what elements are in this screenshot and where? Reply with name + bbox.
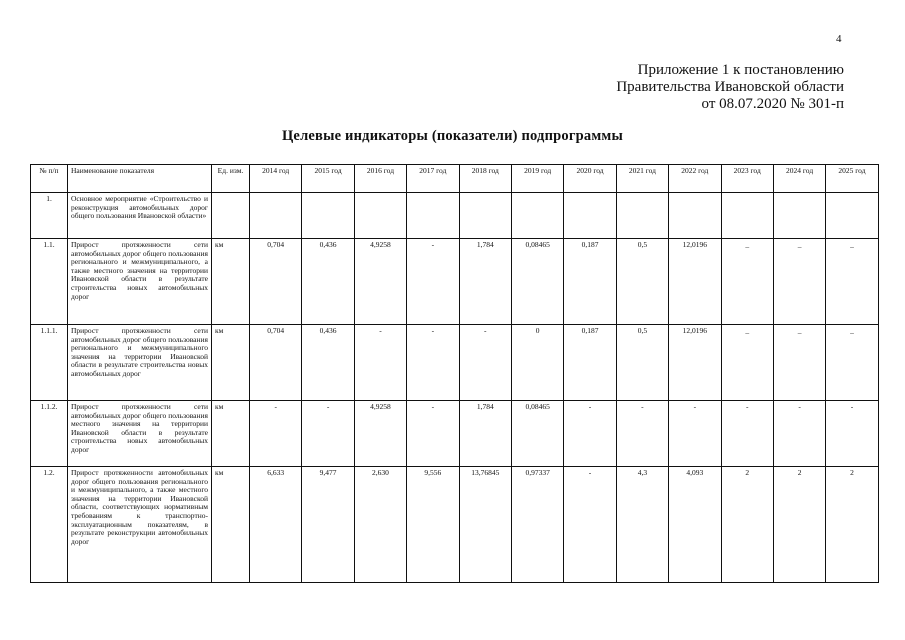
value-cell: _ <box>721 239 773 325</box>
header-year: 2020 год <box>564 165 616 193</box>
value-cell <box>302 193 354 239</box>
value-cell: 0,187 <box>564 239 616 325</box>
appendix-line-1: Приложение 1 к постановлению <box>637 62 844 78</box>
value-cell <box>826 193 878 239</box>
unit-cell: км <box>212 467 250 583</box>
value-cell: - <box>407 239 459 325</box>
value-cell: 0,704 <box>250 239 302 325</box>
value-cell: _ <box>773 239 825 325</box>
value-cell: - <box>564 401 616 467</box>
value-cell: - <box>407 325 459 401</box>
header-name: Наименование показателя <box>68 165 212 193</box>
value-cell: 0,436 <box>302 239 354 325</box>
value-cell: 12,0196 <box>669 325 721 401</box>
value-cell: 13,76845 <box>459 467 511 583</box>
row-number: 1.1.2. <box>31 401 68 467</box>
value-cell: 4,9258 <box>354 401 406 467</box>
header-year: 2017 год <box>407 165 459 193</box>
value-cell <box>773 193 825 239</box>
header-year: 2014 год <box>250 165 302 193</box>
value-cell: 0,704 <box>250 325 302 401</box>
value-cell: 12,0196 <box>669 239 721 325</box>
table-row <box>31 467 879 583</box>
value-cell: - <box>669 401 721 467</box>
header-year: 2022 год <box>669 165 721 193</box>
value-cell: 0,5 <box>616 325 668 401</box>
unit-cell: км <box>212 325 250 401</box>
appendix-note <box>616 62 844 113</box>
value-cell: - <box>250 401 302 467</box>
header-year: 2015 год <box>302 165 354 193</box>
value-cell: 4,9258 <box>354 239 406 325</box>
table-row <box>31 193 879 239</box>
header-num: № п/п <box>31 165 68 193</box>
value-cell: 2 <box>826 467 878 583</box>
value-cell: 1,784 <box>459 401 511 467</box>
value-cell <box>459 193 511 239</box>
value-cell <box>669 193 721 239</box>
value-cell <box>407 193 459 239</box>
value-cell: - <box>354 325 406 401</box>
unit-cell <box>212 193 250 239</box>
value-cell: 0,97337 <box>511 467 563 583</box>
value-cell: 4,093 <box>669 467 721 583</box>
value-cell: 6,633 <box>250 467 302 583</box>
row-number: 1.1. <box>31 239 68 325</box>
value-cell <box>564 193 616 239</box>
value-cell: _ <box>773 325 825 401</box>
indicator-name: Прирост протяженности сети автомобильных дорог общего пользования местного значения на территории Ивановской области в результате строительства новых автомобильных дорог <box>68 401 212 467</box>
header-year: 2021 год <box>616 165 668 193</box>
page-number: 4 <box>836 33 842 45</box>
document-title: Целевые индикаторы (показатели) подпрограммы <box>281 128 624 144</box>
value-cell <box>250 193 302 239</box>
row-number: 1.1.1. <box>31 325 68 401</box>
value-cell: - <box>407 401 459 467</box>
header-year: 2016 год <box>354 165 406 193</box>
header-unit: Ед. изм. <box>212 165 250 193</box>
value-cell: 0 <box>511 325 563 401</box>
value-cell: 2 <box>721 467 773 583</box>
value-cell: - <box>826 401 878 467</box>
row-number: 1.2. <box>31 467 68 583</box>
table-row <box>31 401 879 467</box>
value-cell: - <box>459 325 511 401</box>
value-cell: _ <box>826 325 878 401</box>
appendix-line-2: Правительства Ивановской области <box>616 79 844 95</box>
header-year: 2019 год <box>511 165 563 193</box>
value-cell: 0,5 <box>616 239 668 325</box>
value-cell: 4,3 <box>616 467 668 583</box>
table-row <box>31 325 879 401</box>
indicator-name: Основное мероприятие «Строительство и реконструкция автомобильных дорог общего пользования Ивановской области» <box>68 193 212 239</box>
value-cell <box>354 193 406 239</box>
header-year: 2018 год <box>459 165 511 193</box>
value-cell: - <box>302 401 354 467</box>
value-cell <box>616 193 668 239</box>
value-cell <box>721 193 773 239</box>
value-cell: - <box>616 401 668 467</box>
table-header-row <box>31 165 879 193</box>
value-cell: 0,436 <box>302 325 354 401</box>
indicator-name: Прирост протяженности сети автомобильных дорог общего пользования регионального и межмуниципального значения на территории Ивановской области в результате строительства новых автомобильных дорог <box>68 325 212 401</box>
row-number: 1. <box>31 193 68 239</box>
value-cell: 1,784 <box>459 239 511 325</box>
value-cell: 0,187 <box>564 325 616 401</box>
header-year: 2023 год <box>721 165 773 193</box>
value-cell: 9,556 <box>407 467 459 583</box>
value-cell: 9,477 <box>302 467 354 583</box>
value-cell: 0,08465 <box>511 239 563 325</box>
header-year: 2024 год <box>773 165 825 193</box>
indicator-name: Прирост протяженности сети автомобильных дорог общего пользования регионального и межмуниципального, а также местного значения на территории Ивановской области в результате строительства новых автомобильных дорог <box>68 239 212 325</box>
value-cell: - <box>773 401 825 467</box>
indicator-name: Прирост протяженности автомобильных дорог общего пользования регионального и межмуниципального, а также местного значения на территории Ивановской области, соответствующих нормативным требованиям к транспортно-эксплуатационным показателям, в результате реконструкции автомобильных дорог <box>68 467 212 583</box>
unit-cell: км <box>212 239 250 325</box>
value-cell: - <box>721 401 773 467</box>
value-cell: 2 <box>773 467 825 583</box>
value-cell: _ <box>721 325 773 401</box>
indicators-table <box>30 164 879 583</box>
value-cell: - <box>564 467 616 583</box>
value-cell: 2,630 <box>354 467 406 583</box>
value-cell <box>511 193 563 239</box>
value-cell: _ <box>826 239 878 325</box>
table-row <box>31 239 879 325</box>
header-year: 2025 год <box>826 165 878 193</box>
unit-cell: км <box>212 401 250 467</box>
value-cell: 0,08465 <box>511 401 563 467</box>
appendix-line-3: от 08.07.2020 № 301-п <box>701 96 844 112</box>
